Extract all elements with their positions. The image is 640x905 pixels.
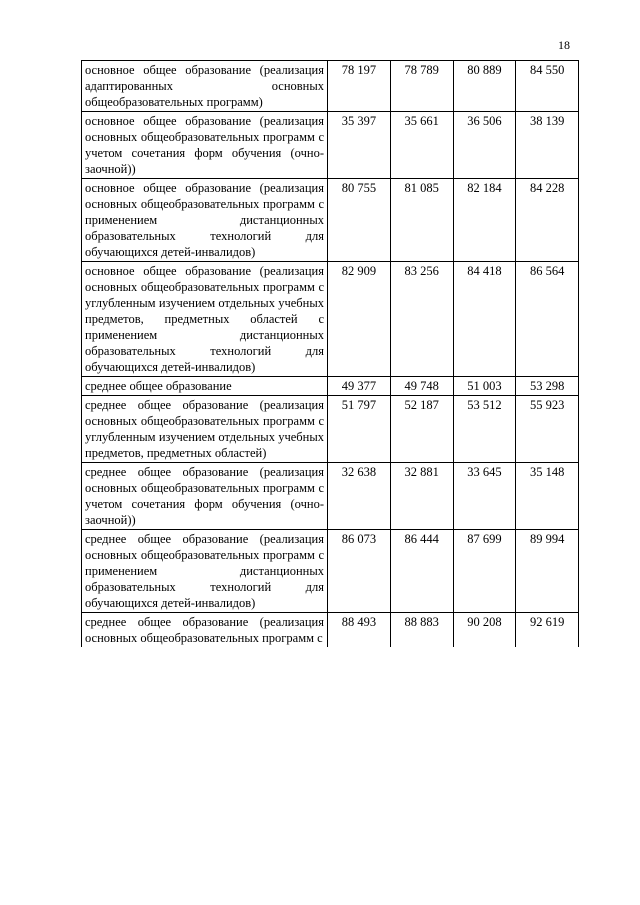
table-row bbox=[82, 530, 579, 613]
value-cell: 89 994 bbox=[516, 530, 579, 613]
value-cell: 86 444 bbox=[390, 530, 453, 613]
value-cell: 53 298 bbox=[516, 377, 579, 396]
value-cell: 82 184 bbox=[453, 179, 516, 262]
row-label: основное общее образование (реализация основных общеобразовательных программ с углубленным изучением отдельных учебных предметов, предметных областей с применением дистанционных образовательных технологий для обучающихся детей-инвалидов) bbox=[82, 262, 328, 377]
value-cell: 32 638 bbox=[328, 463, 391, 530]
table-row bbox=[82, 463, 579, 530]
table-row bbox=[82, 112, 579, 179]
table-row bbox=[82, 262, 579, 377]
value-cell: 86 073 bbox=[328, 530, 391, 613]
value-cell: 78 197 bbox=[328, 61, 391, 112]
value-cell: 87 699 bbox=[453, 530, 516, 613]
value-cell: 84 550 bbox=[516, 61, 579, 112]
value-cell: 81 085 bbox=[390, 179, 453, 262]
value-cell: 53 512 bbox=[453, 396, 516, 463]
value-cell: 36 506 bbox=[453, 112, 516, 179]
table-row bbox=[82, 613, 579, 648]
value-cell: 51 797 bbox=[328, 396, 391, 463]
value-cell: 80 755 bbox=[328, 179, 391, 262]
value-cell: 86 564 bbox=[516, 262, 579, 377]
value-cell: 80 889 bbox=[453, 61, 516, 112]
value-cell: 88 883 bbox=[390, 613, 453, 648]
value-cell: 35 397 bbox=[328, 112, 391, 179]
value-cell: 92 619 bbox=[516, 613, 579, 648]
value-cell: 55 923 bbox=[516, 396, 579, 463]
value-cell: 33 645 bbox=[453, 463, 516, 530]
value-cell: 52 187 bbox=[390, 396, 453, 463]
cost-table bbox=[81, 60, 579, 647]
row-label: основное общее образование (реализация основных общеобразовательных программ с учетом сочетания форм обучения (очно-заочной)) bbox=[82, 112, 328, 179]
page-number: 18 bbox=[558, 38, 570, 52]
value-cell: 51 003 bbox=[453, 377, 516, 396]
value-cell: 88 493 bbox=[328, 613, 391, 648]
value-cell: 82 909 bbox=[328, 262, 391, 377]
value-cell: 35 661 bbox=[390, 112, 453, 179]
table-row bbox=[82, 396, 579, 463]
value-cell: 32 881 bbox=[390, 463, 453, 530]
value-cell: 35 148 bbox=[516, 463, 579, 530]
row-label: среднее общее образование (реализация основных общеобразовательных программ с углубленным изучением отдельных учебных предметов, предметных областей) bbox=[82, 396, 328, 463]
row-label: среднее общее образование (реализация основных общеобразовательных программ с применением дистанционных образовательных технологий для обучающихся детей-инвалидов) bbox=[82, 530, 328, 613]
value-cell: 90 208 bbox=[453, 613, 516, 648]
row-label: среднее общее образование bbox=[82, 377, 328, 396]
value-cell: 84 228 bbox=[516, 179, 579, 262]
table-row bbox=[82, 61, 579, 112]
row-label: основное общее образование (реализация основных общеобразовательных программ с применением дистанционных образовательных технологий для обучающихся детей-инвалидов) bbox=[82, 179, 328, 262]
value-cell: 78 789 bbox=[390, 61, 453, 112]
value-cell: 49 377 bbox=[328, 377, 391, 396]
table-row bbox=[82, 179, 579, 262]
value-cell: 83 256 bbox=[390, 262, 453, 377]
value-cell: 84 418 bbox=[453, 262, 516, 377]
row-label: среднее общее образование (реализация основных общеобразовательных программ с учетом сочетания форм обучения (очно-заочной)) bbox=[82, 463, 328, 530]
value-cell: 49 748 bbox=[390, 377, 453, 396]
row-label: среднее общее образование (реализация основных общеобразовательных программ с bbox=[82, 613, 328, 648]
row-label: основное общее образование (реализация адаптированных основных общеобразовательных программ) bbox=[82, 61, 328, 112]
table-row bbox=[82, 377, 579, 396]
value-cell: 38 139 bbox=[516, 112, 579, 179]
